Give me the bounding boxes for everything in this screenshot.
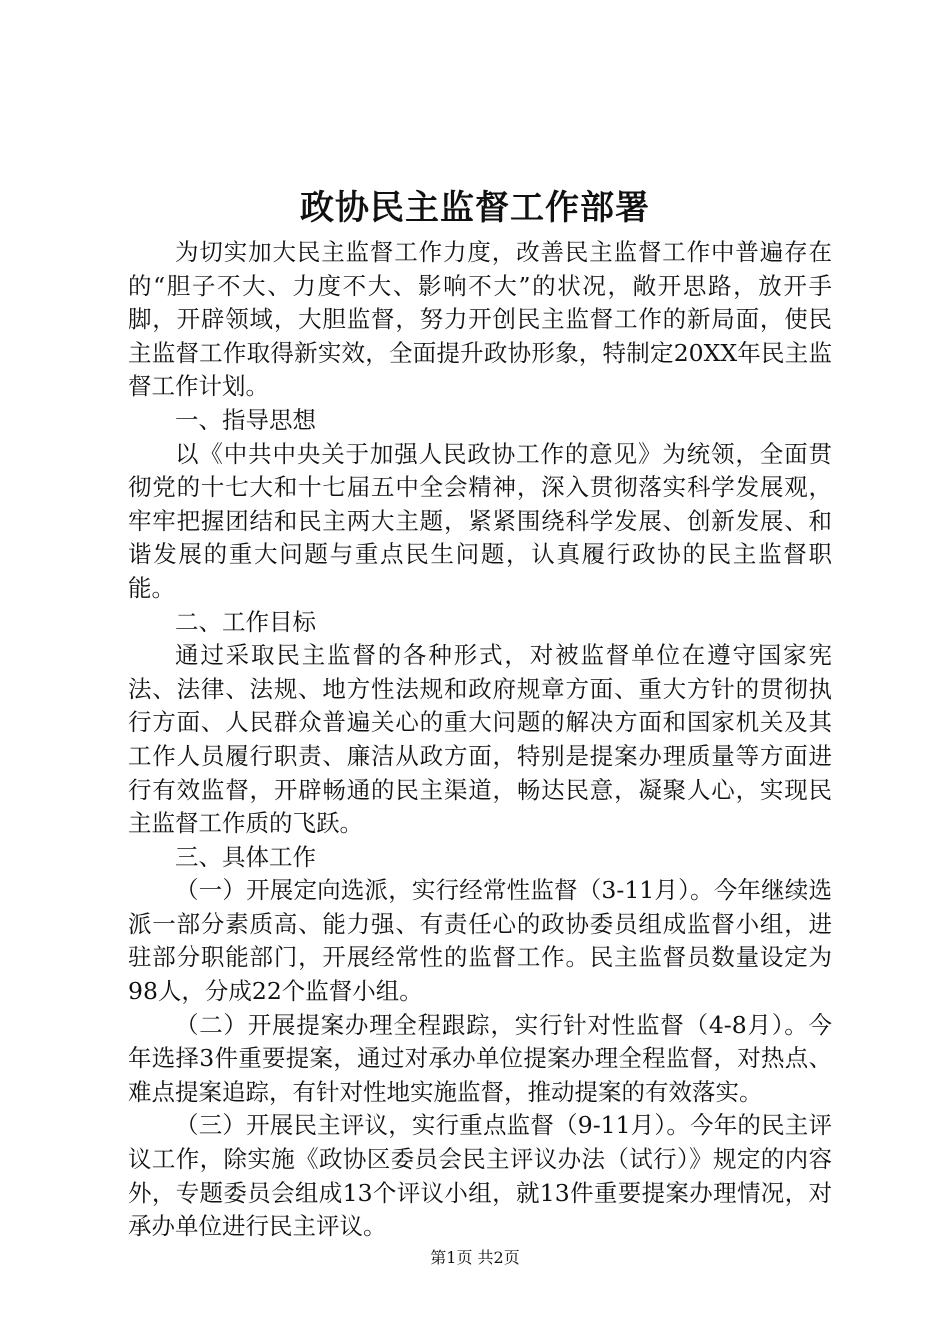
specific-work-item-1: （一）开展定向选派，实行经常性监督（3-11月）。今年继续选派一部分素质高、能力强、有责任心的政协委员组成监督小组，进驻部分职能部门，开展经常性的监督工作。民主监督员数量设定为98人，分成22个监督小组。	[128, 876, 832, 1006]
section-heading-work-goals: 二、工作目标	[175, 607, 316, 636]
specific-work-item-3: （三）开展民主评议，实行重点监督（9-11月）。今年的民主评议工作，除实施《政协区委员会民主评议办法（试行）》规定的内容外，专题委员会组成13个评议小组，就13件重要提案办理情况，对承办单位进行民主评议。	[128, 1111, 832, 1241]
page-number-footer: 第1页 共2页	[430, 1248, 520, 1267]
specific-work-item-2: （二）开展提案办理全程跟踪，实行针对性监督（4-8月）。今年选择3件重要提案，通过对承办单位提案办理全程监督，对热点、难点提案追踪，有针对性地实施监督，推动提案的有效落实。	[128, 1010, 832, 1106]
guiding-ideology-paragraph: 以《中共中央关于加强人民政协工作的意见》为统领，全面贯彻党的十七大和十七届五中全会精神，深入贯彻落实科学发展观，牢牢把握团结和民主两大主题，紧紧围绕科学发展、创新发展、和谐发展的重大问题与重点民生问题，认真履行政协的民主监督职能。	[128, 439, 832, 602]
work-goals-paragraph: 通过采取民主监督的各种形式，对被监督单位在遵守国家宪法、法律、法规、地方性法规和政府规章方面、重大方针的贯彻执行方面、人民群众普遍关心的重大问题的解决方面和国家机关及其工作人员履行职责、廉洁从政方面，特别是提案办理质量等方面进行有效监督，开辟畅通的民主渠道，畅达民意，凝聚人心，实现民主监督工作质的飞跃。	[128, 641, 832, 838]
intro-paragraph: 为切实加大民主监督工作力度，改善民主监督工作中普遍存在的“胆子不大、力度不大、影响不大”的状况，敞开思路，放开手脚，开辟领域，大胆监督，努力开创民主监督工作的新局面，使民主监督工作取得新实效，全面提升政协形象，特制定20XX年民主监督工作计划。	[128, 238, 832, 401]
document-body	[128, 236, 832, 1244]
section-heading-specific-work: 三、具体工作	[175, 842, 316, 871]
document-title: 政协民主监督工作部署	[300, 188, 650, 228]
section-heading-guiding-ideology: 一、指导思想	[175, 405, 316, 434]
